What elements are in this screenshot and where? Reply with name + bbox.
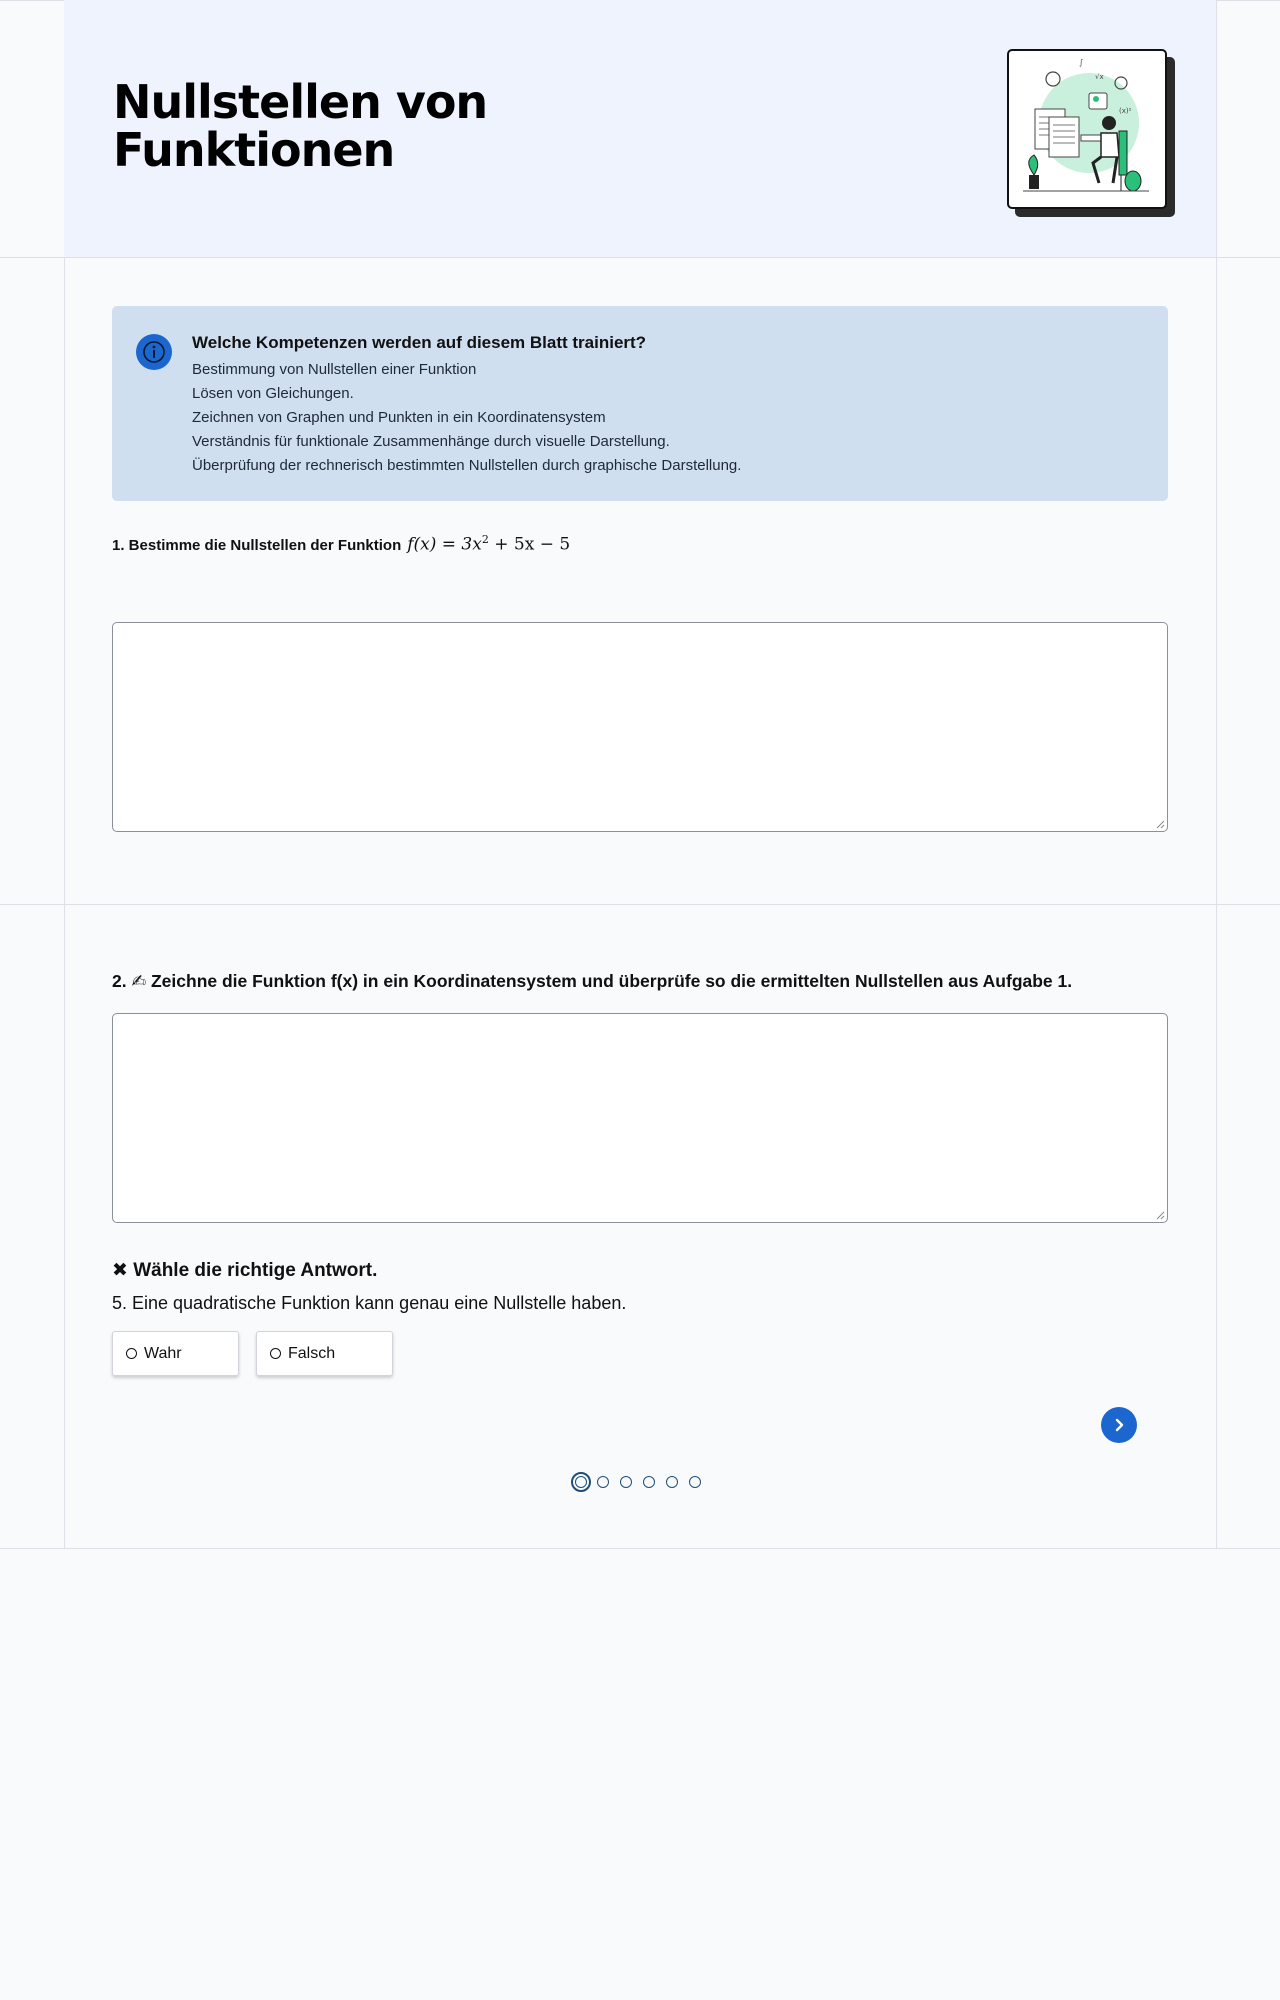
task-1-label: 1. Bestimme die Nullstellen der Funktion	[112, 536, 402, 554]
choice-heading: ✖ Wähle die richtige Antwort.	[112, 1260, 378, 1281]
page-title: Nullstellen von Funktionen	[113, 75, 488, 177]
page-dot-active[interactable]	[571, 1472, 591, 1492]
info-line: Lösen von Gleichungen.	[192, 385, 354, 402]
task-2-answer-textarea[interactable]	[112, 1013, 1168, 1223]
radio-icon[interactable]	[270, 1348, 281, 1359]
page-dot[interactable]	[666, 1476, 678, 1488]
task-1-answer-textarea[interactable]	[112, 622, 1168, 832]
info-icon	[136, 334, 172, 370]
divider	[0, 257, 1280, 258]
option-label: Falsch	[288, 1344, 336, 1362]
next-button[interactable]	[1101, 1407, 1137, 1443]
svg-text:√x: √x	[1095, 73, 1104, 81]
radio-icon[interactable]	[126, 1348, 137, 1359]
competencies-info-box	[112, 306, 1168, 501]
divider	[0, 904, 1280, 905]
student-studying-illustration	[1007, 49, 1167, 209]
svg-text:∫: ∫	[1079, 58, 1084, 67]
chevron-right-icon	[1111, 1417, 1127, 1433]
page-dot[interactable]	[643, 1476, 655, 1488]
pagination	[571, 1472, 712, 1492]
page-dot[interactable]	[597, 1476, 609, 1488]
info-line: Verständnis für funktionale Zusammenhänge durch visuelle Darstellung.	[192, 433, 670, 450]
resize-grip-icon[interactable]	[1156, 820, 1165, 829]
option-label: Wahr	[144, 1344, 182, 1362]
option-true-button[interactable]	[112, 1331, 239, 1376]
task-1-formula	[407, 533, 570, 555]
info-line: Überprüfung der rechnerisch bestimmten Nullstellen durch graphische Darstellung.	[192, 457, 742, 474]
formula-lhs: f(x) = 3x	[407, 534, 482, 555]
option-false-button[interactable]	[256, 1331, 393, 1376]
divider	[1216, 0, 1217, 1548]
resize-grip-icon[interactable]	[1156, 1211, 1165, 1220]
choice-question: 5. Eine quadratische Funktion kann genau eine Nullstelle haben.	[112, 1293, 627, 1313]
info-title: Welche Kompetenzen werden auf diesem Blatt trainiert?	[192, 333, 647, 352]
page-dot[interactable]	[620, 1476, 632, 1488]
info-line: Zeichnen von Graphen und Punkten in ein Koordinatensystem	[192, 409, 606, 426]
task-2-prompt: 2. ✍ Zeichne die Funktion f(x) in ein Koordinatensystem und überprüfe so die ermittelten Nullstellen aus Aufgabe 1.	[112, 971, 1073, 991]
formula-exponent: 2	[481, 533, 489, 546]
svg-text:(x)²: (x)²	[1119, 107, 1132, 115]
info-line: Bestimmung von Nullstellen einer Funktion	[192, 361, 477, 378]
task-1-prompt	[112, 533, 570, 555]
formula-rhs: + 5x − 5	[494, 534, 571, 555]
page-dot[interactable]	[689, 1476, 701, 1488]
divider	[0, 1548, 1280, 1549]
